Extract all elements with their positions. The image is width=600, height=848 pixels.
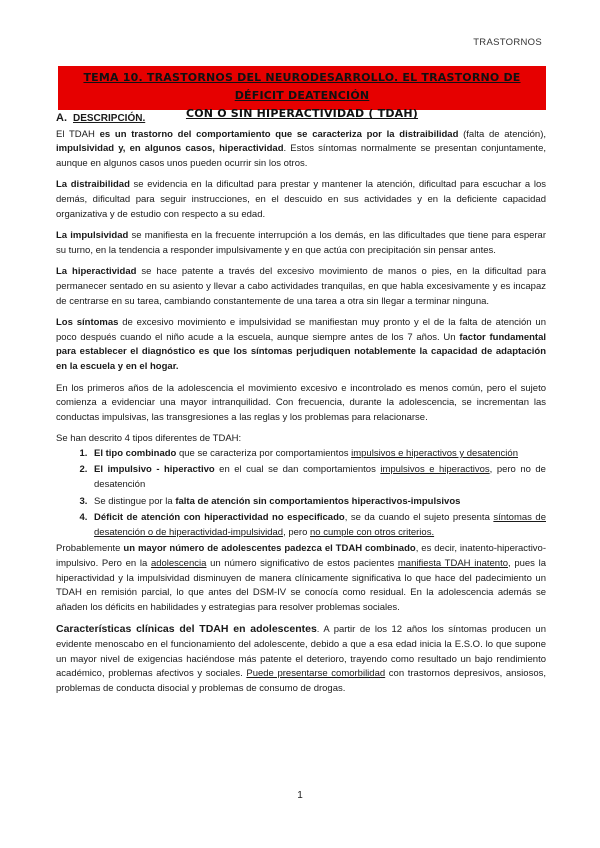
- paragraph-caracteristicas: [56, 622, 546, 696]
- chapter-title-line-2: CON O SIN HIPERACTIVIDAD ( TDAH): [185, 107, 419, 120]
- text-run: Probablemente: [56, 543, 124, 555]
- text-run: , pero no de desatención: [94, 464, 546, 491]
- underlined-text: impulsivos e hiperactivos: [380, 464, 490, 476]
- text-run: con trastornos depresivos, ansiosos, problemas de conducta disocial y problemas de consumo de drogas.: [56, 668, 546, 694]
- bold-text: El tipo combinado: [94, 447, 177, 459]
- text-run: Se distingue por la: [94, 495, 176, 507]
- types-intro: Se han descrito 4 tipos diferentes de TDAH:: [56, 433, 242, 445]
- bold-text: es un trastorno del comportamiento que se caracteriza por la distraibilidad: [99, 128, 459, 140]
- text-run: que se caracteriza por comportamientos: [176, 447, 352, 459]
- bold-text: La distraibilidad: [56, 179, 130, 191]
- underlined-text: manifiesta TDAH inatento: [397, 558, 509, 570]
- section-title: DESCRIPCIÓN.: [73, 113, 146, 124]
- text-run: un número significativo de estos pacientes: [206, 558, 398, 570]
- list-item: [90, 511, 546, 540]
- chapter-title-line-1: TEMA 10. TRASTORNOS DEL NEURODESARROLLO. EL TRASTORNO DE DÉFICIT DEATENCIÓN: [83, 71, 521, 102]
- list-item: [90, 463, 546, 492]
- text-run: (falta de atención),: [458, 128, 546, 140]
- text-run: de excesivo movimiento e impulsividad se manifiestan muy pronto y el de la falta de atención un poco después cuando el niño acude a la escuela, aunque siempre antes de los 7 años. Un: [56, 317, 546, 343]
- text-run: El TDAH: [56, 128, 100, 140]
- text-run: se manifiesta en la frecuente interrupción a los demás, en las dificultades que tiene para esperar su turno, en la tendencia a responder impulsivamente y en que actúa con precipitación sin pensar antes.: [56, 230, 547, 256]
- page-number: 1: [297, 790, 303, 801]
- paragraph-distraibilidad: [56, 178, 546, 222]
- bold-text: un mayor número de adolescentes padezca el TDAH combinado: [123, 543, 416, 555]
- paragraph-adolescencia: [56, 382, 546, 426]
- text-run: . A partir de los 12 años los síntomas producen un evidente menoscabo en el funcionamiento del adolescente, debido a que a esa edad inicia la E.S.O. lo que supone un mayor nivel de exigencias haciéndose más patente el deterioro, trayendo como resultado un bajo rendimiento académico, problemas afectivos y sociales.: [56, 624, 546, 680]
- bold-text: Los síntomas: [56, 317, 119, 329]
- text-run: en el cual se dan comportamientos: [214, 464, 381, 476]
- bold-text: impulsividad y, en algunos casos, hiperactividad: [56, 143, 284, 155]
- document-body: [56, 111, 546, 703]
- bold-text: La impulsividad: [56, 230, 129, 242]
- bold-text: Déficit de atención con hiperactividad no especificado: [94, 512, 345, 524]
- text-run: , pero: [283, 526, 310, 538]
- text-run: se evidencia en la dificultad para prestar y mantener la atención, dificultad para escuchar a los demás, dificultad para seguir instrucciones, en el descuido en sus actividades y en la deficiente capacidad organizativa y de estudio con respecto a su edad.: [56, 179, 546, 220]
- text-run: En los primeros años de la adolescencia el movimiento excesivo e incontrolado es menos común, pero el sujeto comienza a evidenciar una mayor intranquilidad. Con frecuencia, durante la adolescencia, se incrementan las conductas impulsivas, las transgresiones a las reglas y los problemas para relacionarse.: [56, 382, 546, 423]
- tdah-types-list: [56, 447, 546, 541]
- text-run: . Estos síntomas normalmente se presentan conjuntamente, aunque en algunos casos unos pueden ocurrir sin los otros.: [56, 143, 546, 169]
- underlined-text: impulsivos e hiperactivos y desatención: [351, 447, 518, 459]
- running-header: TRASTORNOS: [473, 37, 542, 48]
- bold-text: La hiperactividad: [56, 266, 137, 278]
- paragraph-sintomas: [56, 316, 546, 374]
- paragraph-definition: [56, 128, 546, 172]
- bold-text: factor fundamental para establecer el diagnóstico es que los síntomas perjudiquen notablemente la capacidad de adaptación en la escuela y en el hogar.: [56, 331, 546, 372]
- bold-text: El impulsivo - hiperactivo: [94, 464, 215, 476]
- text-run: , es decir, inatento-hiperactivo-impulsivo. Pero en la: [56, 543, 547, 570]
- underlined-text: no cumple con otros criterios.: [310, 526, 435, 538]
- section-letter: A.: [56, 112, 67, 124]
- bold-text: falta de atención sin comportamientos hiperactivos-impulsivos: [175, 495, 461, 507]
- text-run: , se da cuando el sujeto presenta: [344, 512, 494, 524]
- underlined-text: adolescencia: [150, 558, 207, 570]
- section-heading: [56, 111, 546, 127]
- paragraph-hiperactividad: [56, 265, 546, 309]
- text-run: se hace patente a través del excesivo movimiento de manos o pies, en la dificultad para permanecer sentado en su asiento y llevar a cabo actividades tranquilas, en que habla excesivamente y es incapaz de centrarse en su tarea, cambiando constantemente de una tarea a otra sin llegar a terminar ninguna.: [56, 266, 546, 307]
- subheading: Características clínicas del TDAH en adolescentes: [56, 623, 317, 636]
- paragraph-combinado: [56, 542, 546, 615]
- paragraph-impulsividad: [56, 229, 546, 258]
- list-item: [90, 447, 546, 462]
- underlined-text: síntomas de desatención o de hiperactividad-impulsividad: [94, 512, 546, 538]
- text-run: , pues la hiperactividad y la impulsividad disminuyen de manera clínicamente significativa lo que hace del padecimiento un TDAH en remisión parcial, lo que antes del DSM-IV se conocía como residual. En la adolescencia además se añaden los déficits en habilidades y estrategias para resolver problemas sociales.: [56, 558, 546, 613]
- list-item: [90, 495, 546, 510]
- underlined-text: Puede presentarse comorbilidad: [246, 668, 386, 680]
